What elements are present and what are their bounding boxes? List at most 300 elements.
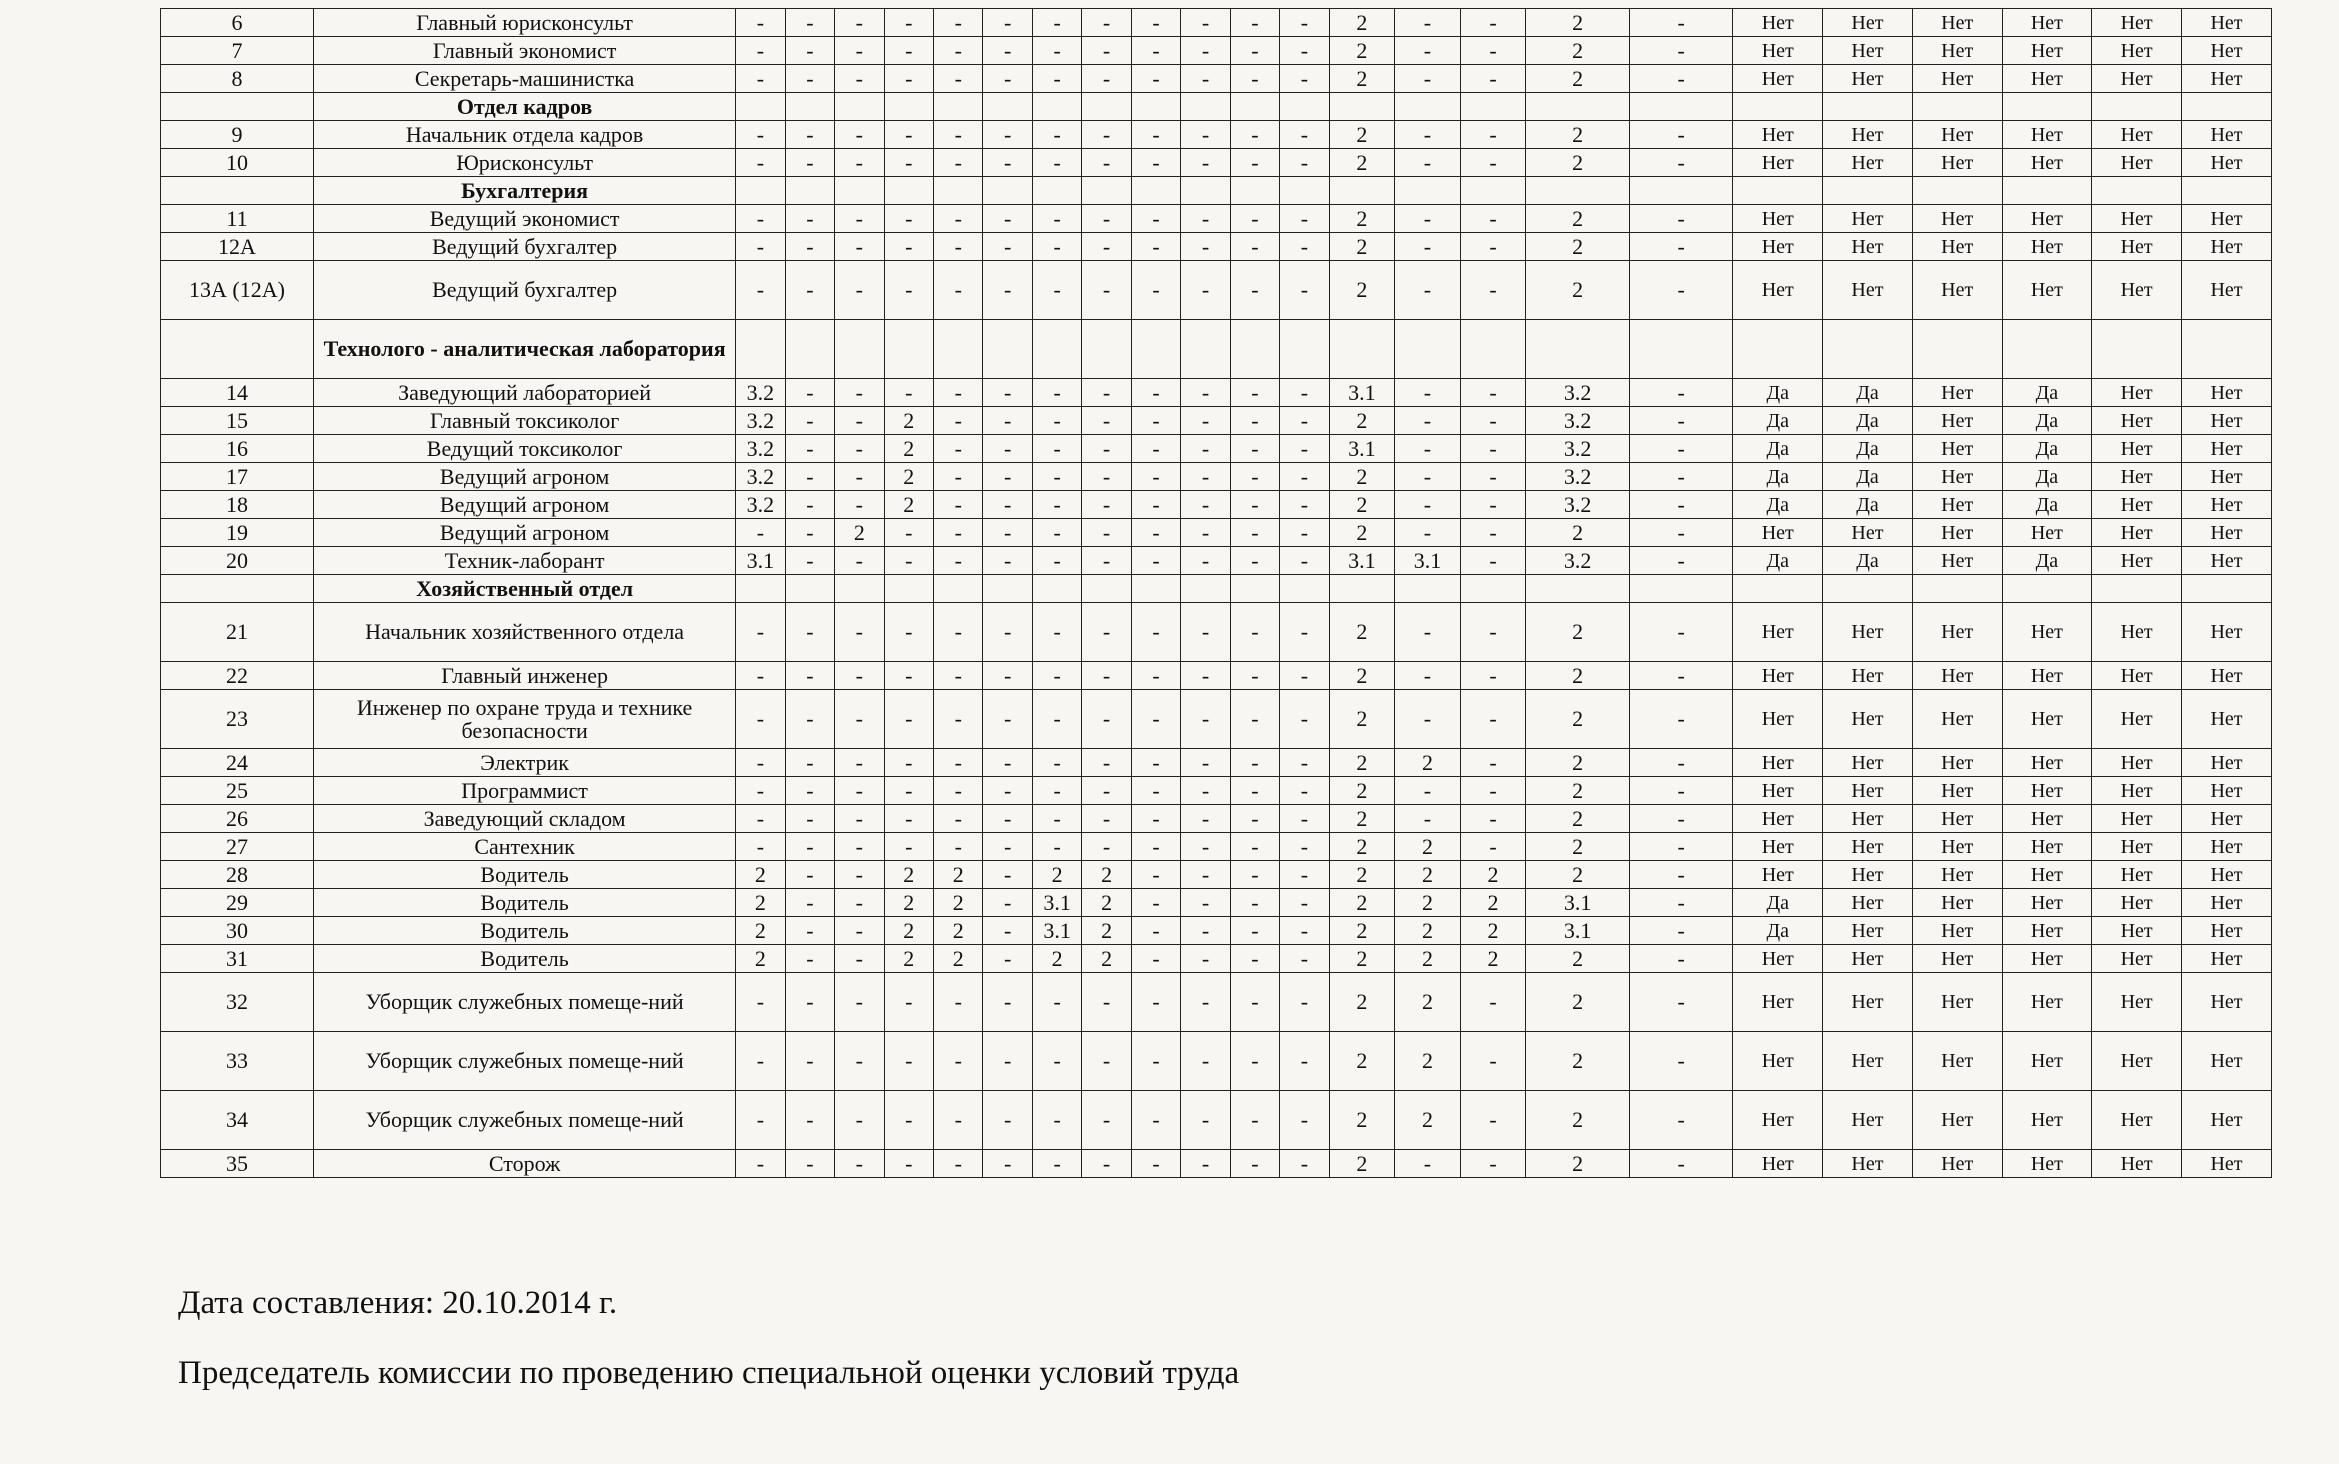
factor-class-cell: - (1032, 1032, 1081, 1091)
empty-cell (1329, 177, 1395, 205)
guarantee-cell: Нет (1823, 749, 1913, 777)
position-name: Ведущий агроном (314, 491, 736, 519)
row-number: 29 (161, 889, 314, 917)
department-name: Отдел кадров (314, 93, 736, 121)
factor-class-cell: 2 (1526, 65, 1630, 93)
factor-class-cell: - (785, 261, 834, 320)
factor-class-cell: - (1280, 662, 1329, 690)
table-row (161, 547, 2272, 575)
factor-class-cell: 2 (884, 945, 933, 973)
empty-cell (1329, 320, 1395, 379)
guarantee-cell: Да (1733, 547, 1823, 575)
factor-class-cell: - (1460, 833, 1526, 861)
guarantee-cell: Да (1823, 407, 1913, 435)
factor-class-cell: - (835, 945, 884, 973)
factor-class-cell: 2 (1526, 662, 1630, 690)
factor-class-cell: - (934, 805, 983, 833)
factor-class-cell: - (884, 1032, 933, 1091)
guarantee-cell: Да (1823, 491, 1913, 519)
guarantee-cell: Нет (1823, 690, 1913, 749)
factor-class-cell: - (1032, 491, 1081, 519)
factor-class-cell: - (1082, 233, 1131, 261)
factor-class-cell: - (1280, 9, 1329, 37)
factor-class-cell: - (835, 690, 884, 749)
factor-class-cell: 3.1 (1329, 379, 1395, 407)
factor-class-cell: - (1280, 603, 1329, 662)
guarantee-cell: Нет (1912, 9, 2002, 37)
factor-class-cell: - (1230, 777, 1279, 805)
row-number: 25 (161, 777, 314, 805)
table-row (161, 889, 2272, 917)
empty-cell (1082, 575, 1131, 603)
factor-class-cell: - (983, 407, 1032, 435)
factor-class-cell: - (884, 547, 933, 575)
guarantee-cell: Нет (2092, 917, 2182, 945)
factor-class-cell: - (1230, 519, 1279, 547)
factor-class-cell: - (1395, 233, 1461, 261)
factor-class-cell: - (934, 777, 983, 805)
empty-cell (736, 320, 785, 379)
empty-cell (835, 575, 884, 603)
factor-class-cell: - (736, 833, 785, 861)
factor-class-cell: - (785, 1032, 834, 1091)
factor-class-cell: - (785, 379, 834, 407)
guarantee-cell: Нет (2092, 662, 2182, 690)
factor-class-cell: - (1082, 749, 1131, 777)
position-name: Ведущий бухгалтер (314, 233, 736, 261)
empty-cell (1526, 575, 1630, 603)
factor-class-cell: 2 (1329, 1032, 1395, 1091)
factor-class-cell: - (1131, 547, 1180, 575)
factor-class-cell: - (934, 662, 983, 690)
factor-class-cell: - (785, 917, 834, 945)
factor-class-cell: - (1629, 777, 1733, 805)
factor-class-cell: - (1032, 690, 1081, 749)
guarantee-cell: Нет (1733, 121, 1823, 149)
empty-cell (1629, 320, 1733, 379)
guarantee-cell: Нет (1912, 463, 2002, 491)
factor-class-cell: - (736, 973, 785, 1032)
guarantee-cell: Нет (2002, 1032, 2092, 1091)
factor-class-cell: - (1460, 379, 1526, 407)
factor-class-cell: - (1032, 65, 1081, 93)
factor-class-cell: 3.1 (1329, 435, 1395, 463)
factor-class-cell: - (1395, 65, 1461, 93)
guarantee-cell: Да (2002, 435, 2092, 463)
empty-cell (1395, 320, 1461, 379)
guarantee-cell: Нет (1823, 149, 1913, 177)
guarantee-cell: Нет (2181, 379, 2271, 407)
factor-class-cell: - (934, 407, 983, 435)
empty-cell (736, 177, 785, 205)
factor-class-cell: - (934, 121, 983, 149)
guarantee-cell: Нет (1733, 1091, 1823, 1150)
table-row (161, 662, 2272, 690)
factor-class-cell: - (1131, 233, 1180, 261)
factor-class-cell: - (1395, 777, 1461, 805)
factor-class-cell: - (835, 861, 884, 889)
factor-class-cell: - (1082, 833, 1131, 861)
factor-class-cell: - (835, 973, 884, 1032)
factor-class-cell: - (1629, 690, 1733, 749)
guarantee-cell: Нет (1733, 861, 1823, 889)
factor-class-cell: - (1082, 261, 1131, 320)
empty-cell (1733, 320, 1823, 379)
table-row (161, 777, 2272, 805)
factor-class-cell: - (1280, 917, 1329, 945)
factor-class-cell: - (785, 749, 834, 777)
empty-cell (785, 93, 834, 121)
factor-class-cell: - (983, 149, 1032, 177)
factor-class-cell: 3.1 (1032, 889, 1081, 917)
position-name: Заведующий складом (314, 805, 736, 833)
row-number (161, 575, 314, 603)
factor-class-cell: - (835, 547, 884, 575)
factor-class-cell: - (1181, 491, 1230, 519)
factor-class-cell: - (983, 889, 1032, 917)
factor-class-cell: - (1629, 491, 1733, 519)
row-number: 34 (161, 1091, 314, 1150)
factor-class-cell: - (785, 407, 834, 435)
factor-class-cell: - (884, 149, 933, 177)
factor-class-cell: 2 (1395, 889, 1461, 917)
factor-class-cell: - (1032, 37, 1081, 65)
factor-class-cell: - (983, 37, 1032, 65)
factor-class-cell: - (1280, 463, 1329, 491)
empty-cell (1230, 320, 1279, 379)
factor-class-cell: 2 (884, 491, 933, 519)
factor-class-cell: - (1460, 9, 1526, 37)
factor-class-cell: 2 (1329, 407, 1395, 435)
factor-class-cell: - (1230, 833, 1279, 861)
guarantee-cell: Нет (2181, 37, 2271, 65)
row-number (161, 177, 314, 205)
guarantee-cell: Нет (2181, 261, 2271, 320)
guarantee-cell: Нет (1823, 861, 1913, 889)
empty-cell (2181, 320, 2271, 379)
factor-class-cell: - (1131, 205, 1180, 233)
factor-class-cell: - (1032, 777, 1081, 805)
guarantee-cell: Нет (2181, 973, 2271, 1032)
empty-cell (835, 320, 884, 379)
factor-class-cell: - (983, 463, 1032, 491)
department-row (161, 575, 2272, 603)
guarantee-cell: Нет (1912, 491, 2002, 519)
row-number: 21 (161, 603, 314, 662)
empty-cell (1280, 177, 1329, 205)
guarantee-cell: Нет (2002, 121, 2092, 149)
factor-class-cell: - (1230, 407, 1279, 435)
factor-class-cell: - (1280, 805, 1329, 833)
factor-class-cell: - (884, 777, 933, 805)
factor-class-cell: - (934, 379, 983, 407)
factor-class-cell: 2 (1329, 1091, 1395, 1150)
factor-class-cell: - (1131, 9, 1180, 37)
factor-class-cell: - (1395, 1150, 1461, 1178)
factor-class-cell: - (785, 233, 834, 261)
factor-class-cell: - (835, 749, 884, 777)
empty-cell (983, 320, 1032, 379)
empty-cell (1181, 93, 1230, 121)
factor-class-cell: - (1082, 603, 1131, 662)
factor-class-cell: - (1082, 491, 1131, 519)
guarantee-cell: Нет (2181, 1150, 2271, 1178)
position-name: Инженер по охране труда и технике безопасности (314, 690, 736, 749)
guarantee-cell: Нет (2002, 37, 2092, 65)
factor-class-cell: - (1230, 121, 1279, 149)
factor-class-cell: - (1181, 833, 1230, 861)
factor-class-cell: 2 (1329, 233, 1395, 261)
factor-class-cell: 2 (1526, 603, 1630, 662)
guarantee-cell: Нет (1912, 917, 2002, 945)
factor-class-cell: - (934, 37, 983, 65)
factor-class-cell: 2 (1526, 9, 1630, 37)
guarantee-cell: Нет (1912, 261, 2002, 320)
guarantee-cell: Нет (2092, 603, 2182, 662)
factor-class-cell: - (1032, 833, 1081, 861)
row-number: 18 (161, 491, 314, 519)
factor-class-cell: - (736, 233, 785, 261)
department-row (161, 93, 2272, 121)
row-number: 20 (161, 547, 314, 575)
factor-class-cell: - (1131, 65, 1180, 93)
factor-class-cell: 2 (884, 861, 933, 889)
factor-class-cell: 2 (1526, 690, 1630, 749)
factor-class-cell: - (1131, 37, 1180, 65)
factor-class-cell: - (1181, 261, 1230, 320)
empty-cell (1460, 93, 1526, 121)
factor-class-cell: 2 (835, 519, 884, 547)
factor-class-cell: - (835, 379, 884, 407)
empty-cell (736, 575, 785, 603)
factor-class-cell: 2 (884, 463, 933, 491)
guarantee-cell: Нет (1733, 9, 1823, 37)
factor-class-cell: - (1629, 973, 1733, 1032)
guarantee-cell: Да (1733, 407, 1823, 435)
factor-class-cell: - (835, 121, 884, 149)
factor-class-cell: - (1395, 121, 1461, 149)
table-row (161, 463, 2272, 491)
position-name: Заведующий лабораторией (314, 379, 736, 407)
row-number: 8 (161, 65, 314, 93)
guarantee-cell: Нет (2002, 9, 2092, 37)
factor-class-cell: - (934, 435, 983, 463)
factor-class-cell: - (1181, 9, 1230, 37)
factor-class-cell: 2 (1526, 861, 1630, 889)
factor-class-cell: 2 (1329, 37, 1395, 65)
guarantee-cell: Нет (2181, 407, 2271, 435)
guarantee-cell: Нет (2092, 233, 2182, 261)
factor-class-cell: - (785, 973, 834, 1032)
position-name: Секретарь-машинистка (314, 65, 736, 93)
empty-cell (1629, 93, 1733, 121)
factor-class-cell: 2 (1526, 1032, 1630, 1091)
factor-class-cell: - (1629, 121, 1733, 149)
factor-class-cell: - (785, 662, 834, 690)
factor-class-cell: - (1280, 65, 1329, 93)
factor-class-cell: 2 (1526, 833, 1630, 861)
guarantee-cell: Нет (2181, 945, 2271, 973)
empty-cell (1230, 177, 1279, 205)
factor-class-cell: - (1181, 379, 1230, 407)
empty-cell (2002, 177, 2092, 205)
guarantee-cell: Нет (2002, 749, 2092, 777)
factor-class-cell: - (1230, 861, 1279, 889)
guarantee-cell: Нет (2181, 491, 2271, 519)
factor-class-cell: - (1230, 149, 1279, 177)
table-row (161, 805, 2272, 833)
guarantee-cell: Нет (1733, 833, 1823, 861)
guarantee-cell: Нет (1733, 37, 1823, 65)
row-number: 11 (161, 205, 314, 233)
guarantee-cell: Нет (1733, 662, 1823, 690)
factor-class-cell: - (1181, 463, 1230, 491)
factor-class-cell: - (1131, 463, 1180, 491)
empty-cell (1329, 575, 1395, 603)
factor-class-cell: - (1032, 1150, 1081, 1178)
factor-class-cell: - (1629, 519, 1733, 547)
factor-class-cell: - (1280, 777, 1329, 805)
row-number: 9 (161, 121, 314, 149)
position-name: Главный юрисконсульт (314, 9, 736, 37)
factor-class-cell: - (884, 121, 933, 149)
factor-class-cell: - (1629, 917, 1733, 945)
factor-class-cell: - (983, 777, 1032, 805)
guarantee-cell: Нет (1733, 945, 1823, 973)
guarantee-cell: Нет (2181, 435, 2271, 463)
factor-class-cell: 2 (736, 917, 785, 945)
empty-cell (1032, 320, 1081, 379)
factor-class-cell: 3.1 (1395, 547, 1461, 575)
guarantee-cell: Нет (1823, 889, 1913, 917)
factor-class-cell: - (1181, 889, 1230, 917)
guarantee-cell: Нет (1912, 749, 2002, 777)
table-row (161, 435, 2272, 463)
factor-class-cell: - (1460, 690, 1526, 749)
factor-class-cell: - (983, 917, 1032, 945)
factor-class-cell: - (1230, 662, 1279, 690)
row-number (161, 93, 314, 121)
factor-class-cell: - (1230, 917, 1279, 945)
factor-class-cell: - (785, 1150, 834, 1178)
empty-cell (1912, 177, 2002, 205)
guarantee-cell: Нет (1733, 205, 1823, 233)
factor-class-cell: 2 (1329, 690, 1395, 749)
factor-class-cell: - (785, 861, 834, 889)
factor-class-cell: - (1032, 749, 1081, 777)
table-row (161, 9, 2272, 37)
factor-class-cell: - (1629, 233, 1733, 261)
factor-class-cell: - (983, 1150, 1032, 1178)
empty-cell (2092, 93, 2182, 121)
empty-cell (2181, 93, 2271, 121)
factor-class-cell: - (835, 805, 884, 833)
factor-class-cell: 2 (1395, 945, 1461, 973)
factor-class-cell: - (736, 777, 785, 805)
factor-class-cell: - (1131, 491, 1180, 519)
guarantee-cell: Нет (1912, 889, 2002, 917)
factor-class-cell: - (835, 662, 884, 690)
factor-class-cell: - (1032, 603, 1081, 662)
factor-class-cell: - (983, 945, 1032, 973)
guarantee-cell: Нет (1912, 603, 2002, 662)
factor-class-cell: - (1032, 1091, 1081, 1150)
factor-class-cell: 2 (884, 889, 933, 917)
guarantee-cell: Нет (1823, 777, 1913, 805)
assessment-table-body (161, 9, 2272, 1178)
guarantee-cell: Нет (2181, 662, 2271, 690)
factor-class-cell: - (1629, 1032, 1733, 1091)
factor-class-cell: 2 (1526, 805, 1630, 833)
position-name: Уборщик служебных помеще-ний (314, 1091, 736, 1150)
empty-cell (2181, 575, 2271, 603)
guarantee-cell: Нет (2092, 261, 2182, 320)
guarantee-cell: Нет (2092, 379, 2182, 407)
factor-class-cell: - (1280, 379, 1329, 407)
factor-class-cell: - (1629, 1091, 1733, 1150)
factor-class-cell: - (884, 65, 933, 93)
guarantee-cell: Нет (1733, 777, 1823, 805)
factor-class-cell: - (934, 603, 983, 662)
empty-cell (1526, 320, 1630, 379)
factor-class-cell: - (1629, 945, 1733, 973)
factor-class-cell: - (1395, 690, 1461, 749)
factor-class-cell: - (1280, 261, 1329, 320)
factor-class-cell: - (736, 9, 785, 37)
department-name: Хозяйственный отдел (314, 575, 736, 603)
guarantee-cell: Нет (2092, 690, 2182, 749)
factor-class-cell: - (835, 777, 884, 805)
factor-class-cell: - (1230, 491, 1279, 519)
factor-class-cell: 3.1 (1329, 547, 1395, 575)
empty-cell (1082, 93, 1131, 121)
guarantee-cell: Нет (2092, 435, 2182, 463)
factor-class-cell: - (1460, 1150, 1526, 1178)
factor-class-cell: - (1181, 805, 1230, 833)
factor-class-cell: - (1032, 121, 1081, 149)
empty-cell (1526, 177, 1630, 205)
factor-class-cell: - (1230, 603, 1279, 662)
factor-class-cell: 2 (1395, 749, 1461, 777)
factor-class-cell: 2 (1329, 861, 1395, 889)
empty-cell (2002, 93, 2092, 121)
factor-class-cell: - (1395, 805, 1461, 833)
factor-class-cell: - (736, 149, 785, 177)
factor-class-cell: - (934, 261, 983, 320)
factor-class-cell: - (1181, 1150, 1230, 1178)
guarantee-cell: Нет (1912, 805, 2002, 833)
factor-class-cell: - (785, 547, 834, 575)
factor-class-cell: - (1230, 233, 1279, 261)
factor-class-cell: - (934, 491, 983, 519)
factor-class-cell: 2 (1329, 973, 1395, 1032)
factor-class-cell: - (1280, 861, 1329, 889)
guarantee-cell: Нет (2181, 547, 2271, 575)
factor-class-cell: - (1032, 805, 1081, 833)
factor-class-cell: - (1280, 205, 1329, 233)
guarantee-cell: Да (2002, 379, 2092, 407)
guarantee-cell: Нет (2181, 603, 2271, 662)
factor-class-cell: - (1280, 435, 1329, 463)
factor-class-cell: - (1460, 65, 1526, 93)
factor-class-cell: - (1629, 37, 1733, 65)
factor-class-cell: - (1131, 121, 1180, 149)
position-name: Сантехник (314, 833, 736, 861)
row-number: 17 (161, 463, 314, 491)
guarantee-cell: Нет (1912, 65, 2002, 93)
factor-class-cell: - (1131, 149, 1180, 177)
factor-class-cell: - (884, 690, 933, 749)
